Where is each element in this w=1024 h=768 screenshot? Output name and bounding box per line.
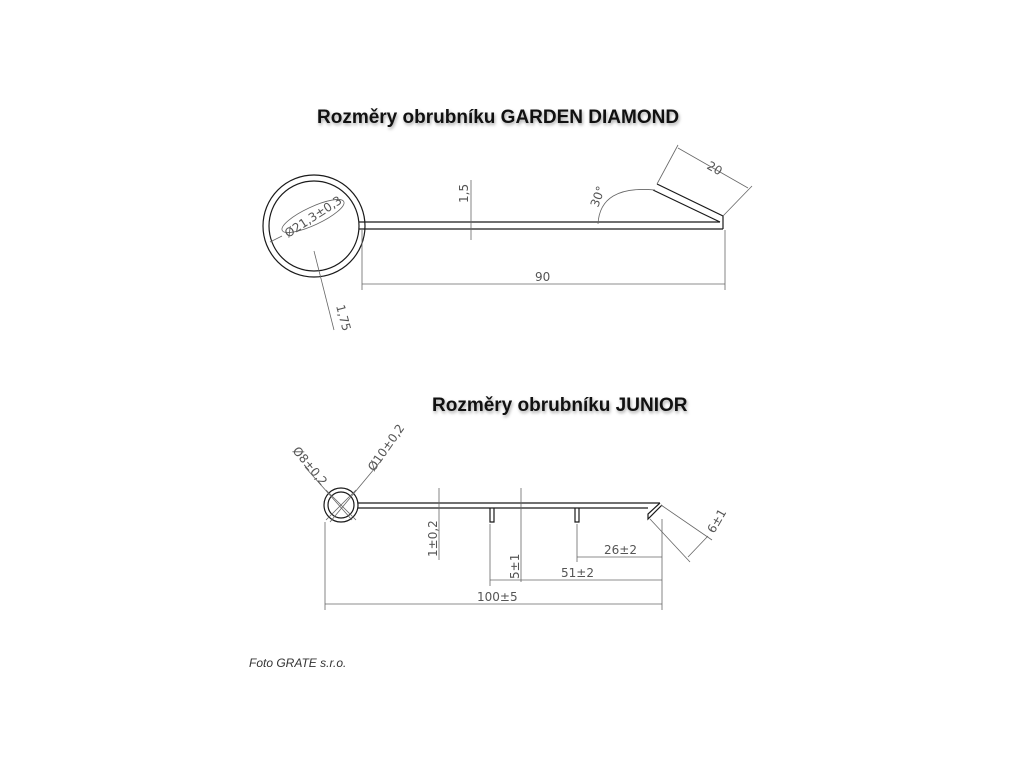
junior-profile — [324, 488, 662, 522]
jr-lip-dim — [688, 536, 708, 557]
jr-rib-1 — [490, 508, 494, 522]
gd-lip-top — [653, 190, 720, 222]
junior-title: Rozměry obrubníku JUNIOR — [432, 395, 688, 416]
jr-label-26: 26±2 — [604, 543, 637, 557]
jr-label-thickness: 1±0,2 — [426, 520, 440, 557]
gd-lip-ext-1 — [657, 145, 678, 184]
jr-label-100: 100±5 — [477, 590, 518, 604]
garden-diamond-title: Rozměry obrubníku GARDEN DIAMOND — [317, 107, 680, 128]
gd-label-lip: 20 — [704, 158, 725, 179]
jr-label-rib-height: 5±1 — [508, 553, 522, 579]
jr-label-outer-diameter: Ø10±0,2 — [364, 421, 408, 474]
jr-lip-ext-2 — [650, 519, 690, 562]
garden-diamond-dimensions — [270, 145, 752, 333]
gd-label-thickness: 1,5 — [457, 183, 471, 203]
gd-label-length: 90 — [535, 270, 551, 284]
jr-label-inner-diameter: Ø8±0,2 — [289, 443, 331, 489]
gd-label-wall: 1,75 — [333, 303, 354, 333]
gd-diameter-leader — [270, 236, 282, 242]
photo-credit: Foto GRATE s.r.o. — [249, 656, 347, 670]
gd-angle-arc — [598, 189, 655, 224]
gd-tube-inner — [269, 181, 359, 271]
gd-label-angle: 30° — [587, 184, 609, 210]
jr-label-51: 51±2 — [561, 566, 594, 580]
gd-lip-ext-2 — [723, 186, 752, 216]
junior-dimensions — [305, 462, 712, 610]
jr-label-lip: 6±1 — [704, 506, 730, 536]
jr-rib-2 — [575, 508, 579, 522]
jr-lip-ext-1 — [661, 505, 712, 540]
gd-tube-outer — [263, 175, 365, 277]
gd-label-diameter: Ø21,3±0,3 — [282, 193, 345, 241]
jr-lip — [648, 503, 662, 519]
gd-wall-dim — [314, 251, 334, 330]
